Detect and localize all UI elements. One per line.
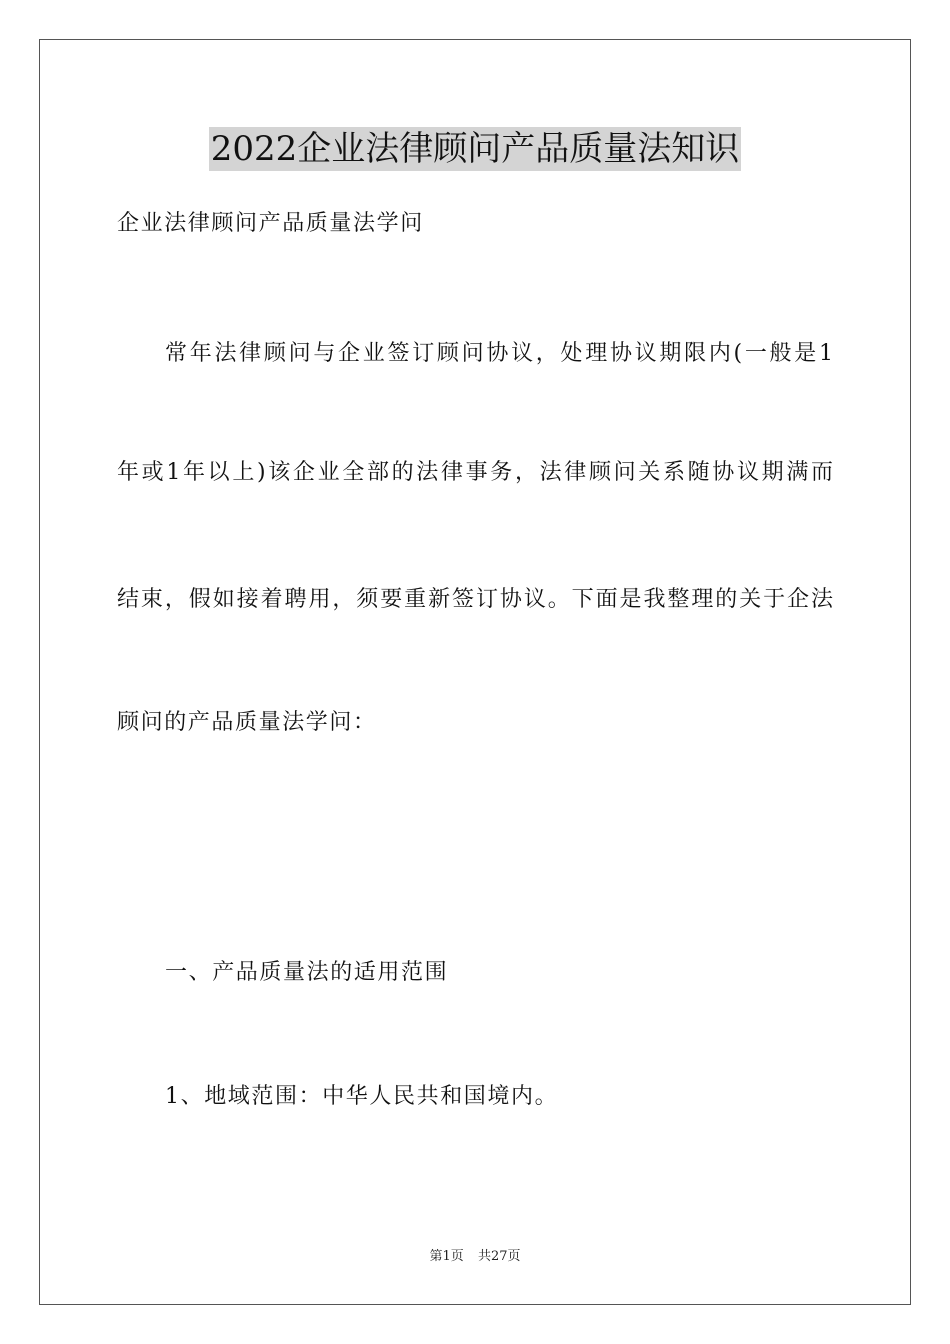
intro-line-3: 结束，假如接着聘用，须要重新签订协议。下面是我整理的关于企法 — [117, 587, 833, 612]
intro-line-1: 常年法律顾问与企业签订顾问协议，处理协议期限内(一般是1 — [165, 341, 833, 366]
intro-line-4: 顾问的产品质量法学问： — [117, 710, 377, 735]
intro-line-2: 年或1年以上)该企业全部的法律事务，法律顾问关系随协议期满而 — [117, 460, 833, 485]
page-number: 第1页 — [429, 1249, 464, 1264]
document-title: 2022企业法律顾问产品质量法知识 — [210, 129, 740, 169]
page-footer — [0, 1248, 950, 1266]
list-item-1: 1、地域范围：中华人民共和国境内。 — [165, 1084, 559, 1109]
page-total: 共27页 — [477, 1249, 521, 1264]
section-heading: 一、产品质量法的适用范围 — [165, 960, 449, 985]
title-container — [0, 127, 950, 171]
document-subtitle: 企业法律顾问产品质量法学问 — [117, 211, 424, 236]
